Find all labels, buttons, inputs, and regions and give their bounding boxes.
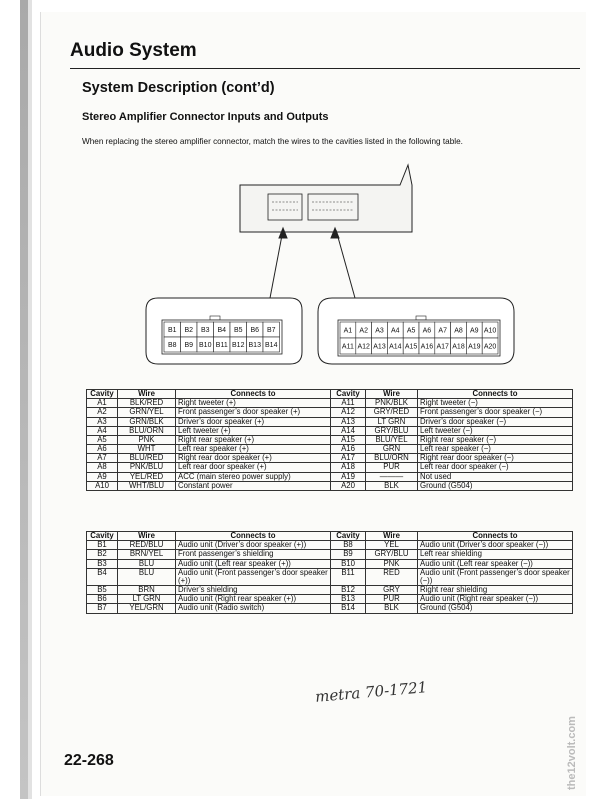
col-connects: Connects to <box>176 532 331 541</box>
table-row <box>87 472 573 481</box>
cavity-label: A14 <box>389 343 402 351</box>
cell-cavity: A11 <box>331 399 366 408</box>
cavity-label: A2 <box>359 327 368 335</box>
cell-wire: PUR <box>366 595 418 604</box>
table-row <box>87 417 573 426</box>
cavity-label: A1 <box>343 327 353 335</box>
table-row <box>87 559 573 568</box>
intro-text: When replacing the stereo amplifier connector, match the wires to the cavities listed in the following table. <box>82 137 463 146</box>
cell-wire: LT GRN <box>118 595 176 604</box>
cell-cavity: A6 <box>87 445 118 454</box>
cell-cavity: B7 <box>87 604 118 613</box>
col-cavity: Cavity <box>331 390 366 399</box>
connector-a <box>318 298 514 364</box>
cell-cavity: B14 <box>331 604 366 613</box>
cell-cavity: A13 <box>331 417 366 426</box>
cell-wire: GRY/BLU <box>366 426 418 435</box>
cell-cavity: A10 <box>87 481 118 490</box>
table-row <box>87 568 573 585</box>
cell-cavity: A12 <box>331 408 366 417</box>
cavity-label: A20 <box>483 343 497 351</box>
watermark: the12volt.com <box>566 716 578 790</box>
cavity-table-a <box>86 389 573 491</box>
cell-wire: RED <box>366 568 418 585</box>
cell-connects: Audio unit (Right rear speaker (+)) <box>176 595 331 604</box>
col-connects: Connects to <box>418 532 573 541</box>
cell-cavity: A7 <box>87 454 118 463</box>
cell-wire: BLU/ORN <box>366 454 418 463</box>
cavity-label: B3 <box>200 327 210 334</box>
cell-cavity: A16 <box>331 445 366 454</box>
cavity-label: A18 <box>452 343 465 351</box>
cell-connects: Left rear shielding <box>418 550 573 559</box>
page-subtitle: System Description (cont’d) <box>82 80 275 96</box>
binder-edge <box>20 0 28 799</box>
cell-connects: Right rear door speaker (−) <box>418 454 573 463</box>
cell-wire: BLK/RED <box>118 399 176 408</box>
table-row <box>87 426 573 435</box>
cavity-label: A10 <box>483 327 497 335</box>
cell-wire: BLU/YEL <box>366 435 418 444</box>
leader-lines <box>270 228 355 298</box>
cell-wire: PNK <box>118 435 176 444</box>
col-cavity: Cavity <box>87 390 118 399</box>
cell-connects: Left tweeter (+) <box>176 426 331 435</box>
cavity-label: B7 <box>266 327 276 334</box>
cell-connects: Ground (G504) <box>418 481 573 490</box>
cavity-label: B12 <box>232 342 245 349</box>
cavity-label: A13 <box>373 343 386 351</box>
cell-wire: RED/BLU <box>118 541 176 550</box>
cell-connects: Right rear speaker (+) <box>176 435 331 444</box>
cell-connects: Front passenger’s door speaker (+) <box>176 408 331 417</box>
cell-connects: Ground (G504) <box>418 604 573 613</box>
connector-diagram <box>140 160 520 370</box>
cell-cavity: B11 <box>331 568 366 585</box>
cavity-label: B14 <box>265 342 278 349</box>
cavity-label: B5 <box>233 327 243 334</box>
cell-wire: PNK <box>366 559 418 568</box>
cavity-label: A12 <box>357 343 370 351</box>
cell-connects: Right rear door speaker (+) <box>176 454 331 463</box>
connector-b <box>146 298 302 364</box>
col-wire: Wire <box>366 532 418 541</box>
cell-cavity: B4 <box>87 568 118 585</box>
cell-cavity: A19 <box>331 472 366 481</box>
cavity-label: A19 <box>468 343 481 351</box>
cell-connects: Left rear speaker (+) <box>176 445 331 454</box>
cell-cavity: B10 <box>331 559 366 568</box>
cell-wire: GRY/RED <box>366 408 418 417</box>
cavity-label: A7 <box>438 327 447 335</box>
col-cavity: Cavity <box>331 532 366 541</box>
table-row <box>87 408 573 417</box>
cell-cavity: B3 <box>87 559 118 568</box>
cavity-label: A11 <box>341 343 354 351</box>
table-row <box>87 604 573 613</box>
cavity-table-b <box>86 531 573 614</box>
cell-connects: Audio unit (Front passenger’s door speaker (+)) <box>176 568 331 585</box>
cell-cavity: A18 <box>331 463 366 472</box>
cell-cavity: A20 <box>331 481 366 490</box>
cell-wire: BLK <box>366 481 418 490</box>
cell-connects: Right rear speaker (−) <box>418 435 573 444</box>
cell-cavity: A8 <box>87 463 118 472</box>
cell-cavity: A14 <box>331 426 366 435</box>
cell-wire: BLU/ORN <box>118 426 176 435</box>
table-row <box>87 481 573 490</box>
page-number: 22-268 <box>64 752 114 769</box>
cell-cavity: B13 <box>331 595 366 604</box>
title-rule <box>70 68 580 69</box>
cell-wire: ——— <box>366 472 418 481</box>
cell-wire: BRN/YEL <box>118 550 176 559</box>
cell-wire: GRN/YEL <box>118 408 176 417</box>
cavity-label: A16 <box>420 343 434 351</box>
cell-wire: BRN <box>118 586 176 595</box>
col-wire: Wire <box>118 390 176 399</box>
cavity-label: B13 <box>248 342 261 349</box>
handwritten-note: metra 70-1721 <box>314 678 428 706</box>
cell-cavity: B5 <box>87 586 118 595</box>
cell-cavity: B12 <box>331 586 366 595</box>
cell-wire: BLK <box>366 604 418 613</box>
cell-cavity: B9 <box>331 550 366 559</box>
cavity-label: B1 <box>167 327 177 334</box>
cell-wire: GRY <box>366 586 418 595</box>
col-wire: Wire <box>118 532 176 541</box>
cell-cavity: A1 <box>87 399 118 408</box>
cavity-label: B9 <box>184 342 194 349</box>
cell-cavity: B6 <box>87 595 118 604</box>
cell-connects: Front passenger’s door speaker (−) <box>418 408 573 417</box>
cell-cavity: A9 <box>87 472 118 481</box>
cell-wire: GRY/BLU <box>366 550 418 559</box>
amplifier-unit <box>240 165 412 232</box>
cell-connects: Right rear shielding <box>418 586 573 595</box>
cell-connects: Right tweeter (+) <box>176 399 331 408</box>
cell-wire: GRN/BLK <box>118 417 176 426</box>
cell-connects: Audio unit (Left rear speaker (+)) <box>176 559 331 568</box>
cell-cavity: B8 <box>331 541 366 550</box>
cell-wire: LT GRN <box>366 417 418 426</box>
cell-connects: Audio unit (Left rear speaker (−)) <box>418 559 573 568</box>
cell-wire: BLU <box>118 559 176 568</box>
cell-connects: Audio unit (Front passenger’s door speaker (−)) <box>418 568 573 585</box>
cavity-label: A9 <box>470 327 479 335</box>
col-cavity: Cavity <box>87 532 118 541</box>
cell-wire: PUR <box>366 463 418 472</box>
cavity-label: B6 <box>250 327 260 334</box>
cell-wire: WHT/BLU <box>118 481 176 490</box>
table-row <box>87 463 573 472</box>
cavity-label: A4 <box>391 327 400 335</box>
cell-cavity: A2 <box>87 408 118 417</box>
cell-connects: Front passenger’s shielding <box>176 550 331 559</box>
cavity-label: B4 <box>217 327 227 334</box>
cell-cavity: A5 <box>87 435 118 444</box>
cavity-label: B10 <box>199 342 212 349</box>
table-row <box>87 550 573 559</box>
cell-connects: Audio unit (Right rear speaker (−)) <box>418 595 573 604</box>
cell-connects: Constant power <box>176 481 331 490</box>
cell-wire: YEL <box>366 541 418 550</box>
cell-connects: Driver’s door speaker (+) <box>176 417 331 426</box>
col-wire: Wire <box>366 390 418 399</box>
cell-cavity: B2 <box>87 550 118 559</box>
cell-connects: Not used <box>418 472 573 481</box>
section-title: Stereo Amplifier Connector Inputs and Outputs <box>82 111 329 123</box>
cell-connects: Audio unit (Driver’s door speaker (+)) <box>176 541 331 550</box>
cell-wire: BLU <box>118 568 176 585</box>
cavity-label: A8 <box>454 327 463 335</box>
cell-connects: Driver’s shielding <box>176 586 331 595</box>
cell-wire: WHT <box>118 445 176 454</box>
cell-cavity: B1 <box>87 541 118 550</box>
cell-connects: Audio unit (Radio switch) <box>176 604 331 613</box>
cavity-label: A6 <box>422 327 432 335</box>
cell-wire: PNK/BLK <box>366 399 418 408</box>
cell-connects: ACC (main stereo power supply) <box>176 472 331 481</box>
cell-connects: Audio unit (Driver’s door speaker (−)) <box>418 541 573 550</box>
cell-wire: YEL/GRN <box>118 604 176 613</box>
cavity-label: A17 <box>436 343 449 351</box>
cell-connects: Left rear door speaker (+) <box>176 463 331 472</box>
cell-connects: Left rear door speaker (−) <box>418 463 573 472</box>
col-connects: Connects to <box>176 390 331 399</box>
table-row <box>87 435 573 444</box>
cavity-label: B11 <box>215 342 228 349</box>
cell-connects: Right tweeter (−) <box>418 399 573 408</box>
page-title: Audio System <box>70 40 197 61</box>
col-connects: Connects to <box>418 390 573 399</box>
cell-wire: PNK/BLU <box>118 463 176 472</box>
cell-connects: Left rear speaker (−) <box>418 445 573 454</box>
cavity-label: B2 <box>184 327 194 334</box>
cell-wire: YEL/RED <box>118 472 176 481</box>
cell-connects: Driver’s door speaker (−) <box>418 417 573 426</box>
cell-wire: GRN <box>366 445 418 454</box>
cavity-label: A15 <box>404 343 418 351</box>
cell-wire: BLU/RED <box>118 454 176 463</box>
cell-cavity: A17 <box>331 454 366 463</box>
cell-cavity: A4 <box>87 426 118 435</box>
cavity-label: A3 <box>375 327 384 335</box>
cell-connects: Left tweeter (−) <box>418 426 573 435</box>
binder-highlight <box>28 0 32 799</box>
cell-cavity: A3 <box>87 417 118 426</box>
cell-cavity: A15 <box>331 435 366 444</box>
cavity-label: A5 <box>406 327 416 335</box>
cavity-label: B8 <box>167 342 177 349</box>
